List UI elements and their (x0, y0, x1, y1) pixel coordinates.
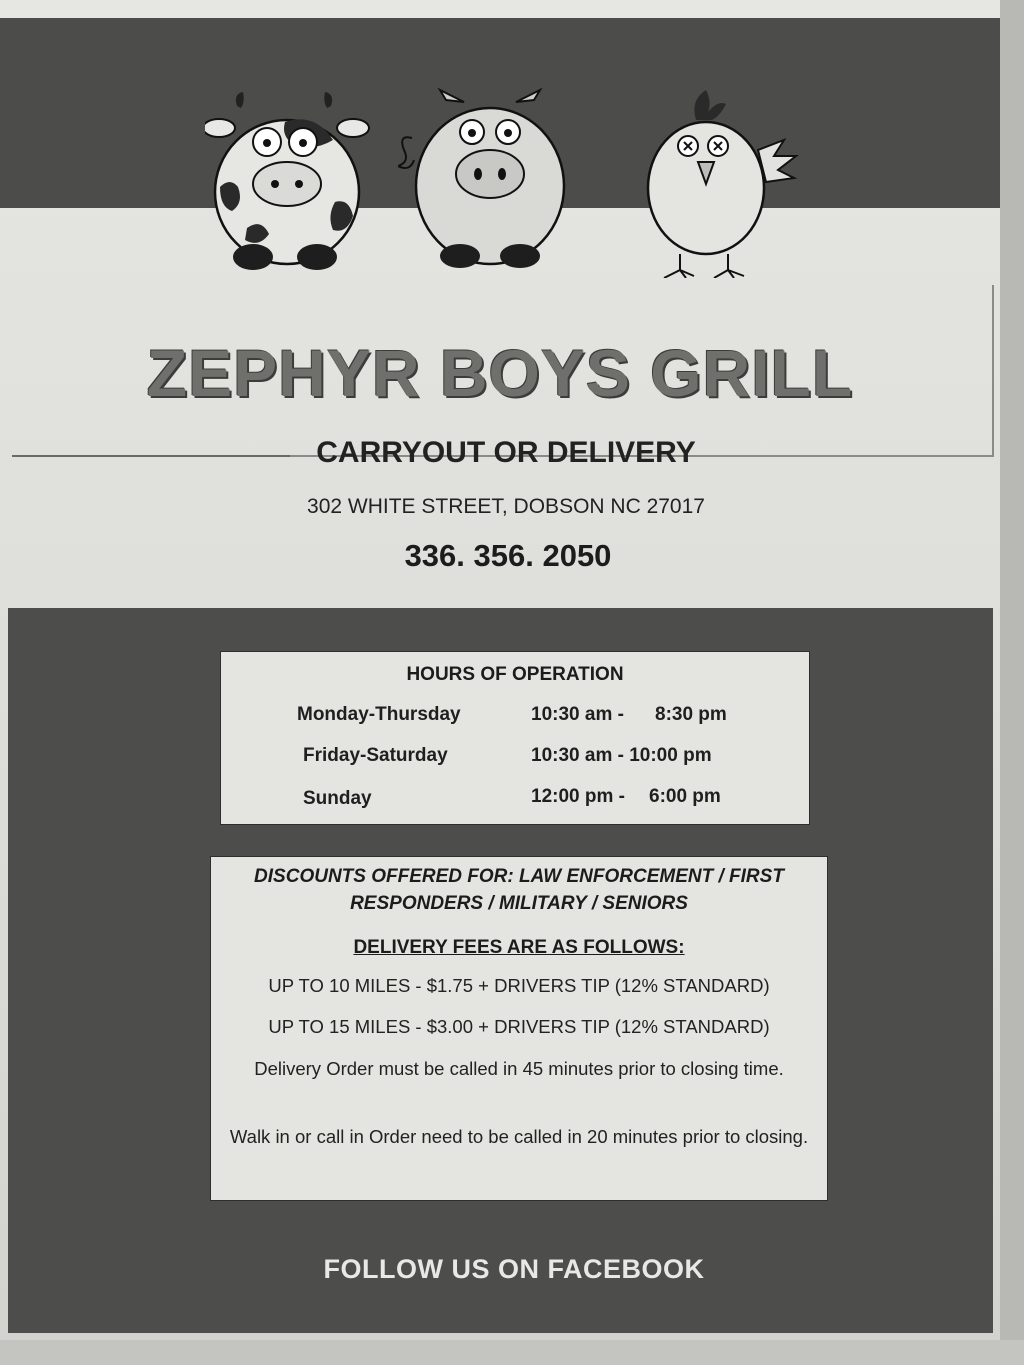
discounts-line: RESPONDERS / MILITARY / SENIORS (350, 893, 688, 914)
hours-title: HOURS OF OPERATION (406, 664, 624, 685)
hours-day: Monday-Thursday (297, 704, 461, 725)
address: 302 WHITE STREET, DOBSON NC 27017 (307, 495, 705, 518)
discounts-line: DISCOUNTS OFFERED FOR: LAW ENFORCEMENT / FIRST (254, 866, 784, 887)
walkin-note: Walk in or call in Order need to be called in 20 minutes prior to closing. (229, 1126, 809, 1147)
page-edge (1000, 0, 1024, 1365)
delivery-note: Delivery Order must be called in 45 minutes prior to closing time. (254, 1058, 784, 1079)
fee-line: UP TO 15 MILES - $3.00 + DRIVERS TIP (12% STANDARD) (268, 1016, 770, 1037)
hours-close: 8:30 pm (655, 704, 727, 725)
hours-close: 6:00 pm (649, 786, 721, 807)
restaurant-name: ZEPHYR BOYS GRILL (146, 336, 854, 410)
delivery-fees-heading (211, 937, 827, 959)
hours-day: Sunday (303, 788, 372, 809)
chicken-icon (640, 88, 800, 278)
hours-open: 10:30 am - (531, 704, 624, 725)
phone-number: 336. 356. 2050 (404, 538, 612, 573)
hours-open: 10:30 am - 10:00 pm (531, 745, 712, 766)
delivery-fees-heading-text: DELIVERY FEES ARE AS FOLLOWS: (353, 937, 685, 958)
discounts-panel (210, 856, 828, 1201)
cow-icon (205, 92, 370, 272)
fee-line: UP TO 10 MILES - $1.75 + DRIVERS TIP (12% STANDARD) (268, 975, 770, 996)
hours-panel (220, 651, 810, 825)
page-edge (0, 1340, 1024, 1365)
facebook-callout: FOLLOW US ON FACEBOOK (323, 1254, 705, 1284)
hours-day: Friday-Saturday (303, 745, 448, 766)
service-type: CARRYOUT OR DELIVERY (316, 436, 696, 469)
pig-icon (398, 88, 583, 273)
hours-open: 12:00 pm - (531, 786, 625, 807)
